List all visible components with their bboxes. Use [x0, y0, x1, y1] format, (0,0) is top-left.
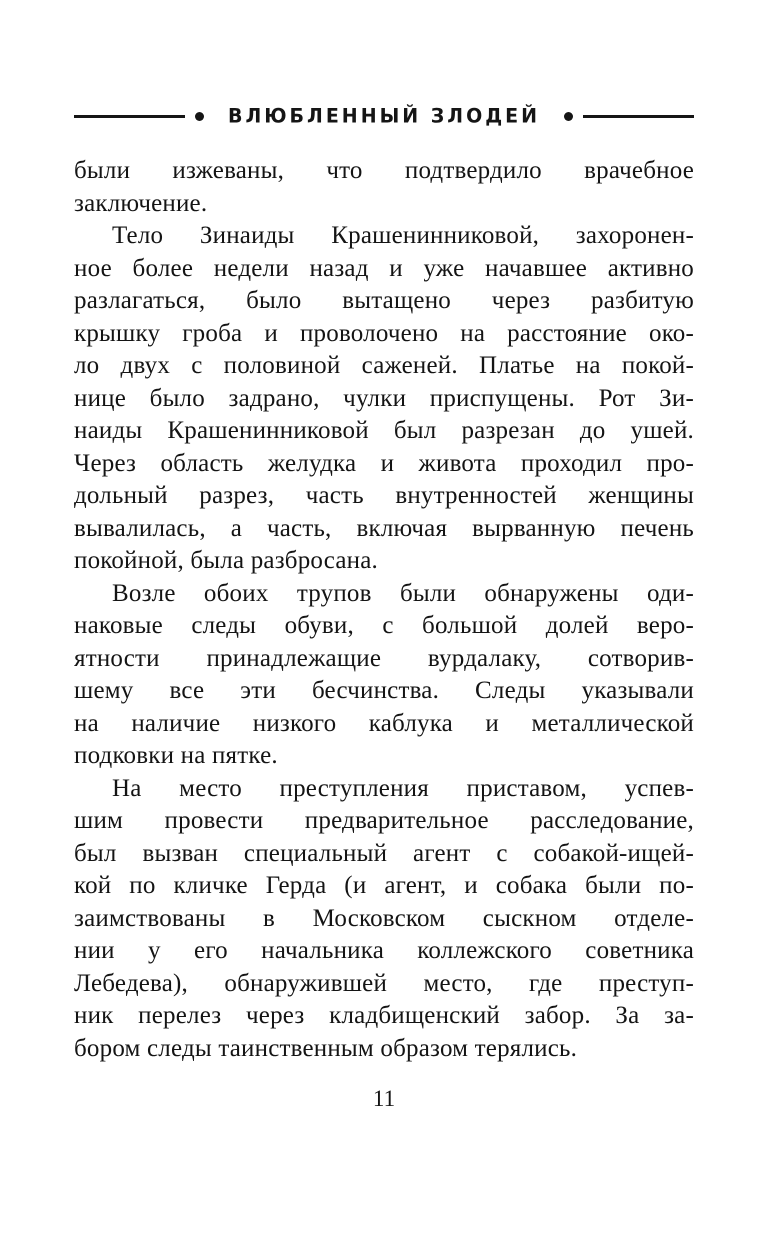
text-line: разлагаться, было вытащено через разбитую [74, 287, 694, 314]
text-line: были изжеваны, что подтвердило врачебное [74, 157, 694, 184]
text-line: Тело Зинаиды Крашенинниковой, захоронен- [112, 222, 694, 249]
header-dot-left-icon [195, 112, 204, 121]
text-line: шему все эти бесчинства. Следы указывали [74, 677, 694, 704]
text-line: был вызван специальный агент с собакой-ищей- [74, 839, 694, 867]
running-header [74, 103, 694, 129]
text-line: крышку гроба и проволочено на расстояние око- [74, 319, 694, 347]
text-line: ло двух с половиной саженей. Платье на покой- [74, 352, 694, 379]
text-line: бором следы таинственным образом терялись. [74, 1034, 578, 1062]
header-dot-right-icon [564, 112, 573, 121]
text-line: дольный разрез, часть внутренностей женщины [74, 482, 694, 509]
text-line: ятности принадлежащие вурдалаку, сотворив- [74, 644, 694, 672]
page-body [74, 155, 694, 1065]
text-line: На место преступления приставом, успев- [112, 774, 694, 802]
text-line: Возле обоих трупов были обнаружены оди- [112, 579, 694, 607]
text-line: нии у его начальника коллежского советника [74, 937, 694, 964]
text-line: шим провести предварительное расследование, [74, 807, 694, 834]
paragraph [74, 155, 694, 220]
text-line: покойной, была разбросана. [74, 547, 378, 574]
text-line: вывалилась, а часть, включая вырванную печень [74, 514, 694, 542]
paragraph [74, 220, 694, 578]
text-line: кой по кличке Герда (и агент, и собака были по- [74, 872, 694, 899]
paragraph [74, 773, 694, 1066]
page-number: 11 [372, 1086, 396, 1111]
text-line: заимствованы в Московском сыскном отделе- [74, 904, 694, 932]
text-line: ное более недели назад и уже начавшее активно [74, 254, 694, 282]
text-line: наиды Крашенинниковой был разрезан до ушей. [74, 417, 694, 444]
book-title: ВЛЮБЛЕННЫЙ ЗЛОДЕЙ [227, 104, 541, 128]
text-line: заключение. [74, 189, 208, 217]
text-line: подковки на пятке. [74, 742, 278, 769]
text-line: нице было задрано, чулки приспущены. Рот Зи- [74, 384, 694, 412]
text-line: ник перелез через кладбищенский забор. За за- [74, 1002, 694, 1029]
header-rule-right [583, 115, 694, 118]
text-line: наковые следы обуви, с большой долей веро- [74, 612, 694, 639]
paragraph [74, 578, 694, 773]
text-line: на наличие низкого каблука и металлической [74, 709, 694, 737]
text-line: Лебедева), обнаружившей место, где преступ- [74, 969, 694, 997]
header-rule-left [74, 115, 185, 118]
text-line: Через область желудка и живота проходил про- [74, 449, 694, 477]
